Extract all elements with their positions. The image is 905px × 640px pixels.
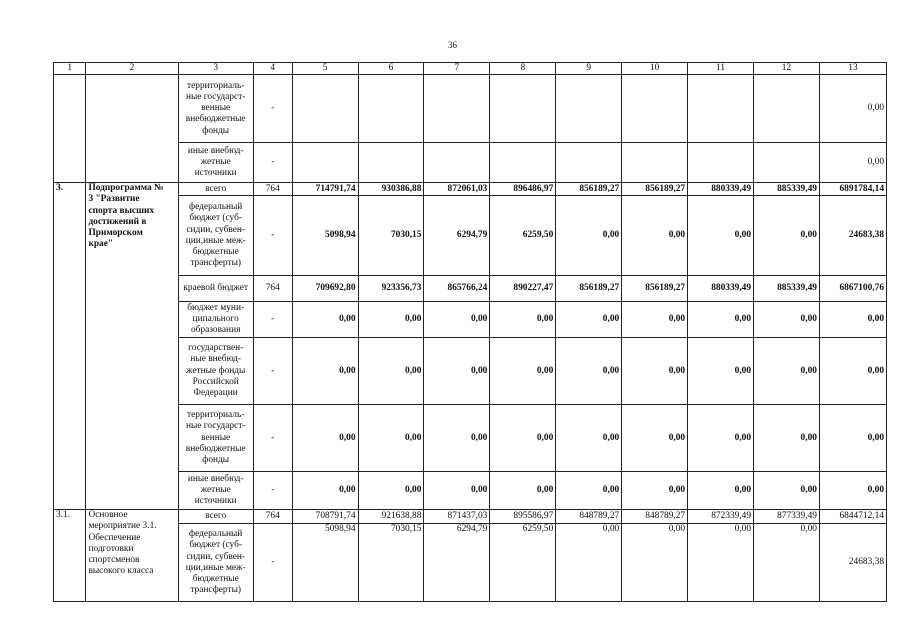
year-value-9: 0,00 bbox=[556, 338, 622, 405]
total-value: 24683,38 bbox=[819, 524, 886, 602]
year-value-10: 848789,27 bbox=[622, 510, 688, 524]
column-header-3: 3 bbox=[178, 63, 253, 75]
year-value-11: 0,00 bbox=[688, 196, 754, 276]
table-row bbox=[54, 510, 887, 524]
year-value-7: 865766,24 bbox=[424, 276, 490, 302]
total-value: 6867100,76 bbox=[819, 276, 886, 302]
year-value-7: 0,00 bbox=[424, 472, 490, 510]
year-value-11: 0,00 bbox=[688, 405, 754, 472]
total-value: 0,00 bbox=[819, 75, 886, 143]
budget-code: 764 bbox=[253, 276, 292, 302]
total-value: 0,00 bbox=[819, 338, 886, 405]
funding-source: всего bbox=[178, 510, 253, 524]
year-value-11: 0,00 bbox=[688, 338, 754, 405]
year-value-5: 0,00 bbox=[292, 405, 358, 472]
total-value: 6844712,14 bbox=[819, 510, 886, 524]
year-value-7: 0,00 bbox=[424, 302, 490, 338]
budget-code: - bbox=[253, 338, 292, 405]
year-value-7: 871437,03 bbox=[424, 510, 490, 524]
year-value-11 bbox=[688, 143, 754, 183]
year-value-5 bbox=[292, 75, 358, 143]
year-value-8: 895586,97 bbox=[490, 510, 556, 524]
table-row bbox=[54, 338, 887, 405]
table-row bbox=[54, 196, 887, 276]
table-row bbox=[54, 75, 887, 143]
year-value-8: 0,00 bbox=[490, 472, 556, 510]
year-value-12 bbox=[754, 75, 820, 143]
column-header-5: 5 bbox=[292, 63, 358, 75]
budget-code: - bbox=[253, 302, 292, 338]
year-value-7: 6294,79 bbox=[424, 524, 490, 602]
year-value-8: 896486,97 bbox=[490, 183, 556, 196]
year-value-9: 848789,27 bbox=[556, 510, 622, 524]
year-value-5: 0,00 bbox=[292, 338, 358, 405]
year-value-9: 0,00 bbox=[556, 524, 622, 602]
year-value-5: 5098,94 bbox=[292, 196, 358, 276]
funding-source: государствен- ные внебюд- жетные фонды Российской Федерации bbox=[178, 338, 253, 405]
year-value-10: 856189,27 bbox=[622, 276, 688, 302]
year-value-11: 0,00 bbox=[688, 524, 754, 602]
column-header-9: 9 bbox=[556, 63, 622, 75]
year-value-7 bbox=[424, 143, 490, 183]
year-value-12: 0,00 bbox=[754, 405, 820, 472]
column-header-13: 13 bbox=[819, 63, 886, 75]
year-value-8: 0,00 bbox=[490, 405, 556, 472]
year-value-5: 709692,80 bbox=[292, 276, 358, 302]
budget-code: - bbox=[253, 75, 292, 143]
budget-code: 764 bbox=[253, 510, 292, 524]
year-value-10 bbox=[622, 143, 688, 183]
year-value-6: 7030,15 bbox=[358, 524, 424, 602]
year-value-10: 0,00 bbox=[622, 338, 688, 405]
header-row bbox=[54, 63, 887, 75]
column-header-8: 8 bbox=[490, 63, 556, 75]
year-value-9: 0,00 bbox=[556, 472, 622, 510]
budget-table bbox=[53, 62, 887, 602]
year-value-11: 880339,49 bbox=[688, 183, 754, 196]
table-row bbox=[54, 143, 887, 183]
program-name: Основное мероприятие 3.1. Обеспечение подготовки спортсменов высокого класса bbox=[86, 510, 178, 602]
table-row bbox=[54, 276, 887, 302]
year-value-7 bbox=[424, 75, 490, 143]
funding-source: территориаль- ные государст- венные внебюджетные фонды bbox=[178, 75, 253, 143]
year-value-9: 0,00 bbox=[556, 196, 622, 276]
column-header-2: 2 bbox=[86, 63, 178, 75]
year-value-9: 0,00 bbox=[556, 302, 622, 338]
funding-source: бюджет муни- ципального образования bbox=[178, 302, 253, 338]
year-value-8 bbox=[490, 75, 556, 143]
column-header-11: 11 bbox=[688, 63, 754, 75]
year-value-12: 885339,49 bbox=[754, 276, 820, 302]
program-name: Подпрограмма № 3 "Развитие спорта высших достижений в Приморском крае" bbox=[86, 183, 178, 510]
row-number: 3. bbox=[54, 183, 86, 510]
year-value-12: 0,00 bbox=[754, 472, 820, 510]
year-value-7: 0,00 bbox=[424, 405, 490, 472]
column-header-10: 10 bbox=[622, 63, 688, 75]
year-value-5 bbox=[292, 143, 358, 183]
year-value-7: 872061,03 bbox=[424, 183, 490, 196]
table-row bbox=[54, 302, 887, 338]
year-value-12: 0,00 bbox=[754, 524, 820, 602]
year-value-9 bbox=[556, 143, 622, 183]
year-value-10: 0,00 bbox=[622, 524, 688, 602]
column-header-1: 1 bbox=[54, 63, 86, 75]
total-value: 6891784,14 bbox=[819, 183, 886, 196]
column-header-7: 7 bbox=[424, 63, 490, 75]
year-value-11: 872339,49 bbox=[688, 510, 754, 524]
total-value: 0,00 bbox=[819, 143, 886, 183]
year-value-11 bbox=[688, 75, 754, 143]
budget-code: - bbox=[253, 405, 292, 472]
year-value-11: 880339,49 bbox=[688, 276, 754, 302]
page-number: 36 bbox=[448, 40, 457, 50]
total-value: 0,00 bbox=[819, 472, 886, 510]
year-value-9 bbox=[556, 75, 622, 143]
year-value-9: 0,00 bbox=[556, 405, 622, 472]
budget-code: - bbox=[253, 196, 292, 276]
year-value-12 bbox=[754, 143, 820, 183]
year-value-9: 856189,27 bbox=[556, 276, 622, 302]
year-value-10 bbox=[622, 75, 688, 143]
total-value: 0,00 bbox=[819, 302, 886, 338]
table-row bbox=[54, 183, 887, 196]
year-value-8: 6259,50 bbox=[490, 196, 556, 276]
year-value-5: 0,00 bbox=[292, 302, 358, 338]
year-value-12: 0,00 bbox=[754, 302, 820, 338]
year-value-7: 0,00 bbox=[424, 338, 490, 405]
funding-source: иные внебюд- жетные источники bbox=[178, 472, 253, 510]
year-value-6: 0,00 bbox=[358, 405, 424, 472]
year-value-10: 856189,27 bbox=[622, 183, 688, 196]
year-value-6: 0,00 bbox=[358, 338, 424, 405]
year-value-10: 0,00 bbox=[622, 302, 688, 338]
year-value-6: 7030,15 bbox=[358, 196, 424, 276]
year-value-6 bbox=[358, 75, 424, 143]
funding-source: федеральный бюджет (суб- сидии, субвен- ции,иные меж- бюджетные трансферты) bbox=[178, 196, 253, 276]
budget-code: - bbox=[253, 524, 292, 602]
total-value: 24683,38 bbox=[819, 196, 886, 276]
budget-code: 764 bbox=[253, 183, 292, 196]
year-value-8: 890227,47 bbox=[490, 276, 556, 302]
row-number: 3.1. bbox=[54, 510, 86, 602]
year-value-11: 0,00 bbox=[688, 302, 754, 338]
year-value-6 bbox=[358, 143, 424, 183]
year-value-10: 0,00 bbox=[622, 405, 688, 472]
year-value-12: 885339,49 bbox=[754, 183, 820, 196]
year-value-12: 877339,49 bbox=[754, 510, 820, 524]
year-value-5: 5098,94 bbox=[292, 524, 358, 602]
year-value-8: 0,00 bbox=[490, 338, 556, 405]
funding-source: федеральный бюджет (суб- сидии, субвен- ции,иные меж- бюджетные трансферты) bbox=[178, 524, 253, 602]
year-value-6: 930386,88 bbox=[358, 183, 424, 196]
year-value-8: 0,00 bbox=[490, 302, 556, 338]
year-value-5: 714791,74 bbox=[292, 183, 358, 196]
column-header-6: 6 bbox=[358, 63, 424, 75]
column-header-12: 12 bbox=[754, 63, 820, 75]
total-value: 0,00 bbox=[819, 405, 886, 472]
year-value-6: 0,00 bbox=[358, 472, 424, 510]
budget-code: - bbox=[253, 472, 292, 510]
year-value-5: 708791,74 bbox=[292, 510, 358, 524]
year-value-10: 0,00 bbox=[622, 472, 688, 510]
year-value-10: 0,00 bbox=[622, 196, 688, 276]
year-value-12: 0,00 bbox=[754, 196, 820, 276]
row-number bbox=[54, 75, 86, 183]
year-value-5: 0,00 bbox=[292, 472, 358, 510]
column-header-4: 4 bbox=[253, 63, 292, 75]
year-value-6: 923356,73 bbox=[358, 276, 424, 302]
year-value-9: 856189,27 bbox=[556, 183, 622, 196]
program-name bbox=[86, 75, 178, 183]
funding-source: территориаль- ные государст- венные внебюджетные фонды bbox=[178, 405, 253, 472]
table-row bbox=[54, 405, 887, 472]
year-value-8: 6259,50 bbox=[490, 524, 556, 602]
table-row bbox=[54, 472, 887, 510]
table-row bbox=[54, 524, 887, 602]
budget-code: - bbox=[253, 143, 292, 183]
year-value-12: 0,00 bbox=[754, 338, 820, 405]
funding-source: краевой бюджет bbox=[178, 276, 253, 302]
year-value-7: 6294,79 bbox=[424, 196, 490, 276]
year-value-6: 921638,88 bbox=[358, 510, 424, 524]
funding-source: иные внебюд- жетные источники bbox=[178, 143, 253, 183]
year-value-8 bbox=[490, 143, 556, 183]
funding-source: всего bbox=[178, 183, 253, 196]
year-value-6: 0,00 bbox=[358, 302, 424, 338]
year-value-11: 0,00 bbox=[688, 472, 754, 510]
